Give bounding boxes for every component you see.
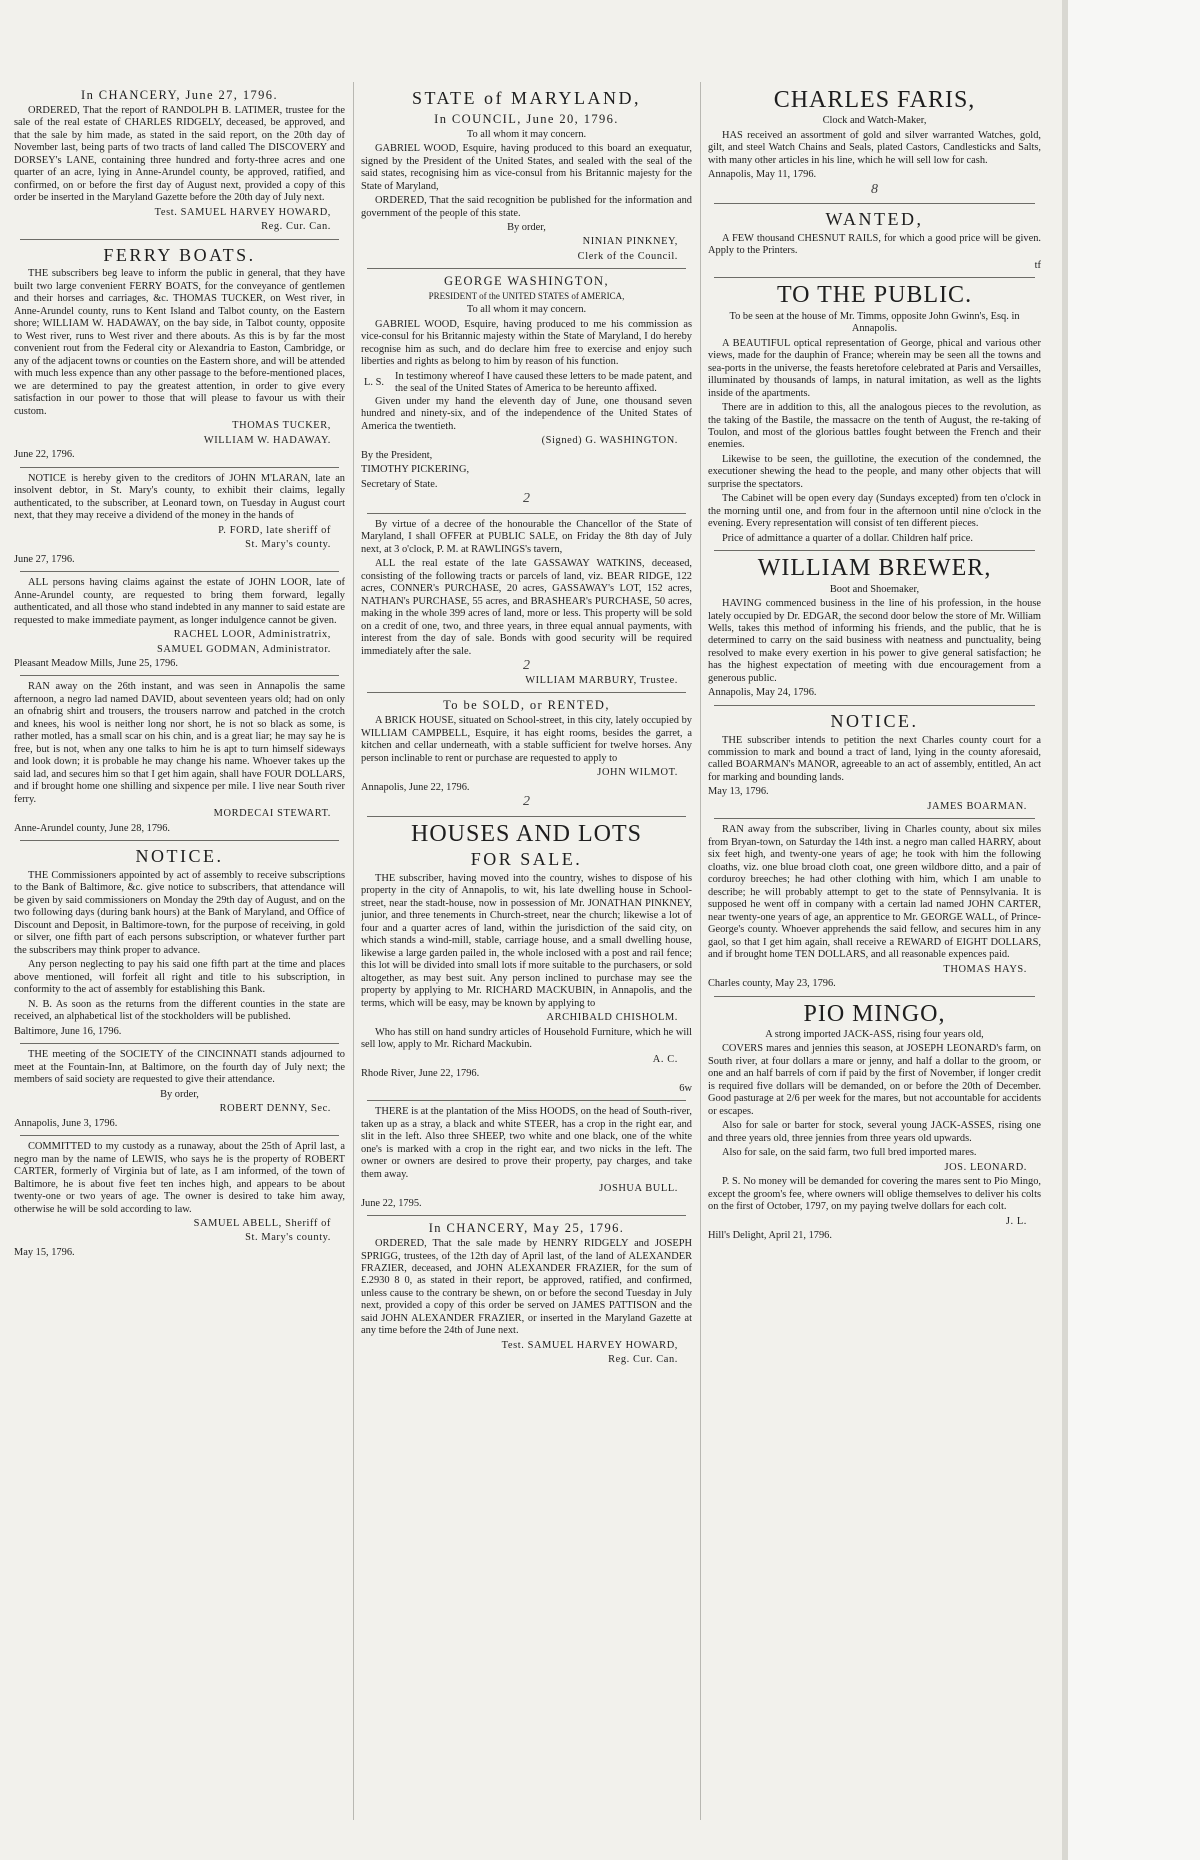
cincinnati-date: Annapolis, June 3, 1796. — [14, 1117, 118, 1129]
faris-subheading: Clock and Watch-Maker, — [822, 115, 927, 127]
houses-initials: A. C. — [652, 1053, 678, 1065]
pickering-title: Secretary of State. — [361, 478, 438, 490]
rent-date: Annapolis, June 22, 1796. — [361, 781, 470, 793]
column-left — [14, 0, 345, 1860]
washington-given: Given under my hand the eleventh day of June, one thousand seven hundred and ninety-six, and of the independence of the United States of America the twentieth. — [361, 395, 692, 432]
council-address: To all whom it may concern. — [466, 128, 587, 140]
rent-body: A BRICK HOUSE, situated on School-street, in this city, lately occupied by WILLIAM CAMPBELL, Esquire, it has eight rooms, besides the garret, a kitchen and cellar underneath, with a stable sufficient for twelve horses. Any person inclinable to rent or purchase are requested to apply to — [361, 715, 692, 764]
loor-date: Pleasant Meadow Mills, June 25, 1796. — [14, 658, 178, 669]
public-price: Price of admittance a quarter of a dollar. Children half price. — [722, 532, 974, 544]
bank-notice-nb: N. B. As soon as the returns from the different counties in the state are received, an alphabetical list of the stockholders will be published. — [14, 998, 345, 1023]
separator — [714, 203, 1035, 204]
rent-signature: JOHN WILMOT. — [597, 767, 678, 779]
chancery-heading: In CHANCERY, June 27, 1796. — [81, 88, 278, 102]
notice-creditors-body: NOTICE is hereby given to the creditors of JOHN M'LARAN, late an insolvent debtor, in St. Mary's county, to exhibit their claims, legally authenticated, to the subscriber, at Leonard town, on Tuesday in August court next, that they may receive a dividend of the money in the hands of — [14, 472, 345, 522]
ferry-heading: FERRY BOATS. — [103, 244, 256, 265]
public-intro: To be seen at the house of Mr. Timms, opposite John Gwinn's, Esq. in Annapolis. — [729, 310, 1020, 335]
council-order: ORDERED, That the said recognition be published for the information and government of the people of this state. — [361, 195, 692, 219]
stray-signature: JOSHUA BULL. — [599, 1183, 678, 1195]
wanted-heading: WANTED, — [825, 209, 924, 230]
separator — [367, 1215, 686, 1216]
committed-signature: SAMUEL ABELL, Sheriff of — [193, 1218, 331, 1229]
public-sale-signature: WILLIAM MARBURY, Trustee. — [525, 674, 678, 686]
committed-county: St. Mary's county. — [245, 1232, 331, 1244]
runaway-david-date: Anne-Arundel county, June 28, 1796. — [14, 822, 171, 834]
washington-title: PRESIDENT of the UNITED STATES of AMERICA, — [428, 291, 625, 302]
council-by-order: By order, — [507, 221, 546, 233]
separator — [20, 467, 339, 468]
handwritten-mark: 2 — [523, 658, 530, 674]
council-signature: NINIAN PINKNEY, — [582, 236, 678, 248]
pio-mingo-body: COVERS mares and jennies this season, at JOSEPH LEONARD's farm, on South river, at four dollars a mare or jenny, and half a dollar to the groom, or one and an half barrels of corn if paid by the first of November, if longer credit is required five dollars will be demanded, on or before the 20th of December. Good pasturage at 2/6 per week for the mares, but not accountable for accidents or escapes. — [708, 1043, 1041, 1117]
separator — [714, 818, 1035, 819]
separator — [20, 675, 339, 676]
loor-administrator: SAMUEL GODMAN, Administrator. — [156, 643, 331, 655]
wanted-body: A FEW thousand CHESNUT RAILS, for which a good price will be given. Apply to the Printers. — [708, 233, 1041, 257]
boarman-signature: JAMES BOARMAN. — [927, 800, 1027, 812]
chancery-register: Reg. Cur. Can. — [261, 221, 331, 233]
loor-administratrix: RACHEL LOOR, Administratrix, — [173, 629, 331, 641]
ferry-signature-2: WILLIAM W. HADAWAY. — [203, 434, 331, 446]
brewer-heading: WILLIAM BREWER, — [757, 555, 992, 582]
houses-subheading: FOR SALE. — [470, 849, 583, 870]
chancery-2-body: ORDERED, That the sale made by HENRY RIDGELY and JOSEPH SPRIGG, trustees, of the 12th day of April last, of the land of ALEXANDER FRAZIER, deceased, and JOHN ALEXANDER FRAZIER, for the sum of £.2930 8 0, as stated in their report, be approved, ratified, and confirmed, unless cause to the contrary be shewn, on or before the second Tuesday in July next, provided a copy of this order be served on JAMES PATTISON and the said JOHN ALEXANDER FRAZIER, or inserted in the Maryland Gazette at any time before the 24th of June next. — [361, 1238, 692, 1337]
pickering-name: TIMOTHY PICKERING, — [361, 464, 470, 476]
chancery-2-test: Test. SAMUEL HARVEY HOWARD, — [501, 1339, 678, 1351]
state-heading: STATE of MARYLAND, — [411, 88, 642, 108]
runaway-harry-date: Charles county, May 23, 1796. — [708, 978, 836, 990]
pio-mingo-signature: JOS. LEONARD. — [944, 1161, 1027, 1173]
separator — [20, 840, 339, 841]
houses-heading: HOUSES AND LOTS — [410, 821, 643, 848]
council-body: GABRIEL WOOD, Esquire, having produced to this board an exequatur, signed by the President of the United States, and sealed with the seal of the said states, recognising him as vice-consul from his Britannic majesty for the State of Maryland, — [361, 143, 692, 192]
committed-body: COMMITTED to my custody as a runaway, about the 25th of April last, a negro man by the name of LEWIS, who says he is the property of ROBERT CARTER, formerly of Virginia but of late, as I am informed, of the town of Baltimore, he is about five feet ten inches high, and appears to be about twenty-one or two years of age. The owner is desired to take him away, otherwise he will be sold according to law. — [14, 1141, 345, 1215]
column-rule — [700, 82, 701, 1820]
separator — [367, 513, 686, 514]
faris-body: HAS received an assortment of gold and silver warranted Watches, gold, gilt, and steel Watch Chains and Seals, plated Castors, Candlesticks and Salts, with many other articles in his line, which he will sell low for cash. — [708, 129, 1041, 166]
separator — [367, 816, 686, 817]
public-body-3: Likewise to be seen, the guillotine, the execution of the condemned, the executioner shewing the head to the people, and many other objects that will surprise the spectators. — [708, 453, 1041, 490]
chancery-test: Test. SAMUEL HARVEY HOWARD, — [154, 206, 331, 218]
council-line: In COUNCIL, June 20, 1796. — [434, 111, 619, 126]
handwritten-mark: 2 — [523, 491, 530, 507]
houses-insertion-mark: 6w — [679, 1082, 692, 1094]
washington-body: GABRIEL WOOD, Esquire, having produced to me his commission as vice-consul for his Britannic majesty within the State of Maryland, I do hereby recognise him as such, and do declare him free to exercise and enjoy such liberties and rights as belong to him by reason of his function. — [361, 318, 692, 368]
boarman-heading: NOTICE. — [830, 710, 919, 731]
faris-heading: CHARLES FARIS, — [773, 87, 976, 113]
column-right — [708, 0, 1041, 1860]
washington-by-president: By the President, — [361, 449, 433, 461]
pio-mingo-subheading: A strong imported JACK-ASS, rising four years old, — [765, 1028, 984, 1040]
public-body-2: There are in addition to this, all the analogous pieces to the revolution, as the taking of the Bastile, the massacre on the tenth of August, the re-taking of Toulon, and most of the glorious battles fought between the French and their enemies. — [708, 402, 1041, 451]
washington-signed: (Signed) G. WASHINGTON. — [541, 435, 678, 447]
runaway-harry-signature: THOMAS HAYS. — [943, 963, 1027, 975]
notice-creditors-signature: P. FORD, late sheriff of — [218, 524, 331, 536]
runaway-david-body: RAN away on the 26th instant, and was seen in Annapolis the same afternoon, a negro lad named DAVID, about seventeen years old; had on only an ofnabrig shirt and trousers, the trousers narrow and patched in the crotch and knees, his wool is neither long nor short, he is not so black as some, is rather motled, has a small scar on his chin, and is a great liar; he may say he is free, but is not, when any one talks to him he is apt to turn himself sideways and look down; it is probable he may change his name. Whoever takes up the said lad, and secures him so that I get him again, shall have FOUR DOLLARS, and if brought home one shilling and sixpence per mile. I live near South river ferry. — [14, 681, 345, 805]
pio-mingo-initials: J. L. — [1005, 1215, 1027, 1227]
washington-testimony: In testimony whereof I have caused these letters to be made patent, and the seal of the United States of America to be hereunto affixed. — [395, 370, 692, 395]
separator — [367, 692, 686, 693]
separator — [367, 1100, 686, 1101]
chancery-2-register: Reg. Cur. Can. — [608, 1354, 678, 1366]
notice-creditors-date: June 27, 1796. — [14, 553, 75, 565]
chancery-2-heading: In CHANCERY, May 25, 1796. — [428, 1221, 625, 1236]
public-sale-intro: By virtue of a decree of the honourable the Chancellor of the State of Maryland, I shall OFFER at PUBLIC SALE, on Friday the 8th day of July next, at 3 o'clock, P. M. at RAWLINGS's tavern, — [361, 518, 692, 555]
houses-date: Rhode River, June 22, 1796. — [361, 1068, 480, 1080]
separator — [714, 550, 1035, 551]
public-body: A BEAUTIFUL optical representation of George, phical and various other views, made for the dauphin of France; wherein may be seen all the towns and sea-ports in the universe, the feasts heretofore celebrated at Paris and Versailles, illuminated by thousands of lamps, in natural imitation, as well as the lights inside of the apartments. — [708, 337, 1041, 399]
scan-margin — [1068, 0, 1200, 1860]
pio-mingo-ps: P. S. No money will be demanded for covering the mares sent to Pio Mingo, except the groom's fee, where owners will oblige themselves to deliver his colts on the first of October, 1797, on my paying twelve dollars for each colt. — [708, 1176, 1041, 1213]
stray-date: June 22, 1795. — [361, 1197, 422, 1209]
council-clerk: Clerk of the Council. — [577, 250, 678, 262]
separator — [20, 571, 339, 572]
cincinnati-body: THE meeting of the SOCIETY of the CINCINNATI stands adjourned to meet at the Fountain-Inn, at Baltimore, on the fourth day of July next; the members of said society are requested to give their attendance. — [14, 1049, 345, 1086]
boarman-date: May 13, 1796. — [708, 786, 769, 798]
column-rule — [353, 82, 354, 1820]
public-sale-body: ALL the real estate of the late GASSAWAY WATKINS, deceased, consisting of the following tracts or parcels of land, viz. BEAR RIDGE, 122 acres, CONNER's PURCHASE, 20 acres, GASSAWAY's LOT, 152 acres, NATHAN's PURCHASE, 55 acres, and BRASHEAR's PURCHASE, 50 acres, making in the whole 399 acres of land, more or less. This property will be sold on a credit of one, two, and three years, in three equal annual payments, with interest from the day of sale. Bonds with good security will be required immediately after the sale. — [361, 558, 692, 657]
column-middle — [361, 0, 692, 1860]
faris-date: Annapolis, May 11, 1796. — [708, 169, 817, 181]
washington-address: To all whom it may concern. — [466, 304, 587, 316]
ferry-date: June 22, 1796. — [14, 449, 75, 461]
committed-date: May 15, 1796. — [14, 1246, 75, 1258]
seal-label: L. S. — [364, 376, 384, 388]
brewer-date: Annapolis, May 24, 1796. — [708, 687, 817, 699]
handwritten-mark: 8 — [871, 181, 878, 197]
separator — [20, 239, 339, 240]
cincinnati-signature: ROBERT DENNY, Sec. — [219, 1103, 331, 1115]
handwritten-mark: 2 — [523, 794, 530, 810]
separator — [714, 705, 1035, 706]
ferry-signature-1: THOMAS TUCKER, — [232, 420, 331, 432]
pio-mingo-body-3: Also for sale, on the said farm, two full bred imported mares. — [722, 1147, 977, 1159]
ferry-body: THE subscribers beg leave to inform the public in general, that they have built two large convenient FERRY BOATS, for the conveyance of gentlemen and their horses and carriages, &c. THOMAS TUCKER, on West river, in Anne-Arundel county, runs to Kent Island and Talbot county, on the Eastern shore; WILLIAM W. HADAWAY, on the bay side, in Talbot county, opposite to West river, runs to West river and there abouts. As this is by far the most convenient rout from the Federal city or Alexandria to Easton, Cambridge, or any of the adjacent towns or counties on the Eastern shore, and will be attended with much less expence than any other passage to the before-mentioned places, we are determined to pay the greatest attention, in order to give every satisfaction in our power to those that will please to favour us with their custom. — [14, 268, 345, 417]
loor-estate-body: ALL persons having claims against the estate of JOHN LOOR, late of Anne-Arundel county, are requested to bring them forward, legally authenticated, and all those who stand indebted in any manner to said estate are requested to make immediate payment, as longer indulgence cannot be given. — [14, 577, 345, 626]
runaway-david-signature: MORDECAI STEWART. — [213, 808, 331, 820]
separator — [367, 268, 686, 269]
pio-mingo-body-2: Also for sale or barter for stock, several young JACK-ASSES, rising one and three years old, three jennies from three years old upwards. — [708, 1120, 1041, 1144]
separator — [714, 996, 1035, 997]
brewer-subheading: Boot and Shoemaker, — [829, 583, 920, 595]
boarman-body: THE subscriber intends to petition the next Charles county court for a commission to mark and bound a tract of land, lying in the county aforesaid, called BOARMAN's MANOR, agreeable to an act of assembly, entitled, An act for marking and bounding lands. — [708, 734, 1041, 783]
pio-mingo-date: Hill's Delight, April 21, 1796. — [708, 1230, 832, 1242]
houses-signature: ARCHIBALD CHISHOLM. — [546, 1012, 678, 1024]
seal-block — [361, 371, 692, 396]
chancery-body: ORDERED, That the report of RANDOLPH B. LATIMER, trustee for the sale of the real estate of CHARLES RIDGELY, deceased, be approved, and that the sale by him made, as stated in the said report, on the 20th day of November last, being parts of two tracts of land called The DISCOVERY and DORSEY's LANE, containing three hundred and forty-three acres and one quarter of an acre, lying in Anne-Arundel county, be approved, ratified, and confirmed, on or before the first day of August next, provided a copy of this order be inserted in the Maryland Gazette before the 20th day of July next. — [14, 105, 345, 204]
cincinnati-by-order: By order, — [160, 1088, 199, 1100]
public-body-4: The Cabinet will be open every day (Sundays excepted) from ten o'clock in the morning until one, and from four in the afternoon until nine o'clock in the evening. Every representation will consist of ten different pieces. — [708, 493, 1041, 530]
bank-notice-body-2: Any person neglecting to pay his said one fifth part at the time and places above mentioned, will forfeit all right and title to his subscription, in conformity to the act of assembly for establishing this Bank. — [14, 959, 345, 996]
bank-notice-heading: NOTICE. — [135, 846, 224, 867]
runaway-harry-body: RAN away from the subscriber, living in Charles county, about six miles from Bryan-town, on Saturday the 14th inst. a negro man called HARRY, about six feet high, and twenty-one years of age; he took with him the following cloaths, viz. one blue broad cloth coat, one green wildbore ditto, and a pair of corduroy breeches; he had other clothing with him, which I am unable to describe; he will probably attempt to get to the state of Pennsylvania. It is supposed he went off in company with a certain lad named JOHN CARTER, near twenty-one years of age, an apprentice to Mr. GEORGE WALL, of Prince-George's county. Whoever apprehends the said fellow, and secures him in any gaol, so that I get him again, shall receive a REWARD of EIGHT DOLLARS, and if brought home TEN DOLLARS, and all reasonable expences paid. — [708, 824, 1041, 961]
separator — [714, 277, 1035, 278]
rent-heading: To be SOLD, or RENTED, — [443, 698, 610, 713]
public-heading: TO THE PUBLIC. — [776, 282, 973, 309]
separator — [20, 1135, 339, 1136]
separator — [20, 1043, 339, 1044]
houses-body: THE subscriber, having moved into the country, wishes to dispose of his property in the city of Annapolis, to wit, his late dwelling house in School-street, near the stadt-house, now in possession of Mr. JONATHAN PINKNEY, junior, and three tenements in Church-street, near the church; likewise a lot of four and a quarter acres of land, within the jurisdiction of the said city, on which stands a wind-mill, stable, carriage house, and a small dwelling house, likewise a large garden pailed in, the whole inclosed with a post and rail fence; this lot will be divided into small lots if more suitable to the purchasers, or sold altogether, as may best suit. Any person inclined to purchase may see the property by applying to Mr. RICHARD MACKUBIN, in Annapolis, and the terms, which will be easy, may be known by applying to — [361, 872, 692, 1009]
wanted-mark: tf — [1034, 259, 1041, 271]
houses-body-2: Who has still on hand sundry articles of Household Furniture, which he will sell low, apply to Mr. Richard Mackubin. — [361, 1026, 692, 1051]
stray-body: THERE is at the plantation of the Miss HOODS, on the head of South-river, taken up as a stray, a black and white STEER, has a crop in the right ear, and slit in the left. Also three SHEEP, two white and one black, one of the white one's is marked with a crop in the right ear, and two nicks in the left. The owner or owners are desired to prove their property, pay charges, and take them away. — [361, 1106, 692, 1180]
pio-mingo-heading: PIO MINGO, — [803, 1000, 946, 1027]
brewer-body: HAVING commenced business in the line of his profession, in the house lately occupied by Dr. EDGAR, the second door below the store of Mr. William Wells, takes this method of informing his friends, and the public, that he is determined to carry on the said business with neatness and punctuality, being resolved to make every exertion in his power to give general satisfaction; he has the highest expectation of meeting with due encouragement from a generous public. — [708, 598, 1041, 684]
bank-notice-body: THE Commissioners appointed by act of assembly to receive subscriptions to the Bank of Baltimore, &c. give notice to subscribers, that attendance will be given by said commissioners on Monday the 29th day of August, and on the two following days (during bank hours) at the Bank of Maryland, and Office of Discount and Deposit, in Baltimore-town, for the purpose of receiving, in gold or silver, one fifth part of each persons subscription, or whatever further part the subscribers may think proper to advance. — [14, 869, 345, 956]
notice-creditors-county: St. Mary's county. — [245, 539, 331, 551]
washington-heading: GEORGE WASHINGTON, — [443, 274, 609, 289]
bank-notice-date: Baltimore, June 16, 1796. — [14, 1025, 122, 1037]
